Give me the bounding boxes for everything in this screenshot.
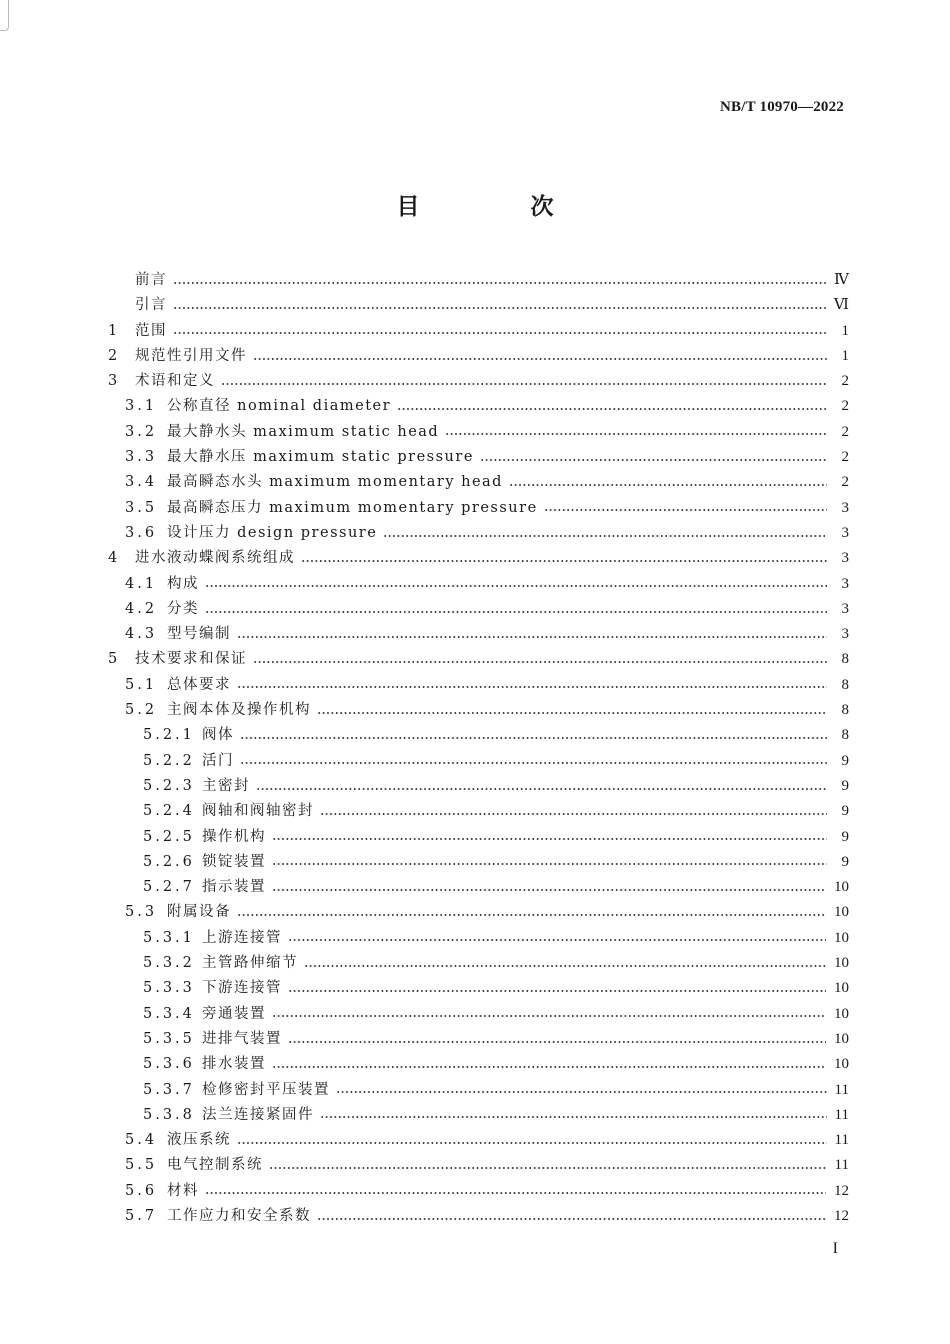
toc-entry[interactable] — [108, 926, 849, 951]
toc-entry-page: 3 — [841, 550, 849, 567]
toc-entry-page: 11 — [834, 1106, 849, 1123]
toc-entry-number: 5.3.3 — [143, 980, 195, 997]
toc-entry[interactable] — [108, 597, 849, 622]
toc-entry[interactable] — [108, 951, 849, 976]
toc-entry-number: 3.6 — [125, 524, 158, 541]
toc-entry-number: 3.2 — [125, 423, 158, 440]
toc-entry-label: 旁通装置 — [202, 1005, 266, 1022]
toc-entry-number: 5.4 — [125, 1132, 158, 1149]
toc-entry-label: 锁锭装置 — [202, 853, 266, 870]
toc-entry-page: 1 — [841, 322, 849, 339]
toc-entry[interactable] — [108, 470, 849, 495]
dot-leader — [288, 984, 826, 994]
dot-leader — [205, 605, 827, 615]
footer-page-number: I — [832, 1240, 838, 1257]
toc-entry-number: 5.3.4 — [143, 1005, 195, 1022]
dot-leader — [237, 1136, 827, 1146]
toc-entry-label: 构成 — [167, 575, 199, 592]
toc-entry-number: 5.2 — [125, 702, 158, 719]
toc-entry-label: 指示装置 — [202, 879, 266, 896]
dot-leader — [240, 756, 827, 766]
toc-entry[interactable] — [108, 1204, 849, 1229]
dot-leader — [173, 301, 826, 311]
dot-leader — [301, 554, 827, 564]
toc-entry-page: 10 — [834, 929, 849, 946]
toc-entry-number: 5.2.2 — [143, 752, 195, 769]
toc-entry-page: 3 — [841, 600, 849, 617]
toc-entry-label: 活门 — [202, 752, 234, 769]
toc-entry-label: 液压系统 — [167, 1132, 231, 1149]
toc-entry-label: 范围 — [135, 322, 167, 339]
toc-entry-label: 主管路伸缩节 — [202, 955, 298, 972]
toc-entry-number: 4.1 — [125, 575, 158, 592]
toc-entry-number: 5.2.1 — [143, 727, 195, 744]
toc-entry-number: 5.7 — [125, 1207, 158, 1224]
dot-leader — [509, 478, 827, 488]
toc-entry-number: 5.1 — [125, 676, 158, 693]
toc-entry-page: 2 — [841, 398, 849, 415]
dot-leader — [272, 857, 827, 867]
toc-entry-page: Ⅳ — [834, 272, 849, 288]
toc-entry-label: 下游连接管 — [202, 980, 282, 997]
dot-leader — [320, 1110, 827, 1120]
dot-leader — [288, 1035, 826, 1045]
dot-leader — [205, 1186, 826, 1196]
toc-entry-label: 阀体 — [202, 727, 234, 744]
toc-entry[interactable] — [108, 850, 849, 875]
toc-entry-number: 5.2.5 — [143, 828, 195, 845]
toc-entry-number: 5.5 — [125, 1157, 158, 1174]
toc-entry-number: 3.5 — [125, 499, 158, 516]
toc-entry[interactable] — [108, 1128, 849, 1153]
toc-entry-page: 8 — [841, 651, 849, 668]
toc-entry[interactable] — [108, 825, 849, 850]
toc-entry-page: 10 — [834, 879, 849, 896]
toc-entry[interactable] — [108, 319, 849, 344]
toc-entry[interactable] — [108, 799, 849, 824]
toc-entry-page: 3 — [841, 499, 849, 516]
toc-entry-page: 9 — [841, 777, 849, 794]
toc-entry-label: 上游连接管 — [202, 929, 282, 946]
dot-leader — [397, 402, 827, 412]
toc-entry-label: 阀轴和阀轴密封 — [202, 803, 314, 820]
dot-leader — [317, 706, 827, 716]
toc-entry-label: 型号编制 — [167, 626, 231, 643]
toc-entry-label: 检修密封平压装置 — [202, 1081, 330, 1098]
toc-entry-number: 1 — [108, 322, 121, 339]
page-corner-mark — [0, 0, 9, 31]
toc-entry-page: 11 — [834, 1132, 849, 1149]
toc-entry-label: 操作机构 — [202, 828, 266, 845]
toc-entry[interactable] — [108, 420, 849, 445]
toc-entry[interactable] — [108, 572, 849, 597]
toc-entry[interactable] — [108, 647, 849, 672]
toc-entry[interactable] — [108, 1027, 849, 1052]
toc-entry-page: 10 — [834, 1056, 849, 1073]
dot-leader — [205, 579, 827, 589]
toc-entry-label: 材料 — [167, 1182, 199, 1199]
toc-entry-label: 最高瞬态水头 maximum momentary head — [167, 474, 503, 491]
toc-entry-label: 最大静水头 maximum static head — [167, 423, 440, 440]
toc-entry-label: 最大静水压 maximum static pressure — [167, 449, 474, 466]
dot-leader — [253, 352, 827, 362]
toc-entry-page: 2 — [841, 449, 849, 466]
toc-entry[interactable] — [108, 496, 849, 521]
toc-entry-number: 5.2.3 — [143, 777, 195, 794]
toc-entry-label: 引言 — [135, 297, 167, 314]
toc-entry-page: 3 — [841, 524, 849, 541]
toc-entry-label: 规范性引用文件 — [135, 347, 247, 364]
toc-entry[interactable] — [108, 976, 849, 1001]
toc-entry-number: 5.2.6 — [143, 853, 195, 870]
toc-entry-number: 3.1 — [125, 398, 158, 415]
dot-leader — [272, 1009, 826, 1019]
dot-leader — [173, 276, 826, 286]
toc-entry[interactable] — [108, 394, 849, 419]
table-of-contents — [108, 268, 849, 1229]
toc-entry-number: 5.3.5 — [143, 1030, 195, 1047]
toc-entry[interactable] — [108, 344, 849, 369]
dot-leader — [237, 630, 827, 640]
toc-entry[interactable] — [108, 445, 849, 470]
dot-leader — [237, 680, 827, 690]
toc-entry[interactable] — [108, 1153, 849, 1178]
toc-entry-page: 3 — [841, 626, 849, 643]
dot-leader — [272, 1060, 826, 1070]
toc-entry-label: 法兰连接紧固件 — [202, 1106, 314, 1123]
toc-entry-number: 2 — [108, 347, 121, 364]
toc-entry-page: 10 — [834, 904, 849, 921]
toc-entry-page: 3 — [841, 575, 849, 592]
toc-entry-label: 分类 — [167, 600, 199, 617]
toc-entry[interactable] — [108, 293, 849, 318]
toc-entry-label: 术语和定义 — [135, 373, 215, 390]
dot-leader — [383, 529, 827, 539]
toc-entry-label: 工作应力和安全系数 — [167, 1207, 311, 1224]
toc-entry-label: 总体要求 — [167, 676, 231, 693]
toc-entry-label: 进排气装置 — [202, 1030, 282, 1047]
dot-leader — [336, 1085, 827, 1095]
toc-entry-label: 附属设备 — [167, 904, 231, 921]
toc-entry-number: 5.3 — [125, 904, 158, 921]
toc-entry[interactable] — [108, 1179, 849, 1204]
toc-entry-page: 10 — [834, 980, 849, 997]
toc-entry-page: 8 — [841, 676, 849, 693]
toc-entry-page: 8 — [841, 727, 849, 744]
toc-entry-label: 前言 — [135, 272, 167, 288]
toc-entry-number: 5 — [108, 651, 121, 668]
toc-entry[interactable] — [108, 521, 849, 546]
toc-entry[interactable] — [108, 900, 849, 925]
toc-entry[interactable] — [108, 369, 849, 394]
dot-leader — [240, 731, 827, 741]
dot-leader — [173, 326, 827, 336]
dot-leader — [480, 453, 827, 463]
toc-entry-number: 5.3.1 — [143, 929, 195, 946]
toc-entry-number: 4.2 — [125, 600, 158, 617]
toc-entry-page: Ⅵ — [833, 297, 849, 314]
toc-entry-number: 3.3 — [125, 449, 158, 466]
toc-entry-page: 11 — [834, 1081, 849, 1098]
toc-entry-label: 公称直径 nominal diameter — [167, 398, 392, 415]
toc-entry-page: 2 — [841, 373, 849, 390]
dot-leader — [317, 1212, 826, 1222]
toc-entry-number: 4.3 — [125, 626, 158, 643]
toc-entry-label: 排水装置 — [202, 1056, 266, 1073]
toc-entry-label: 进水液动蝶阀系统组成 — [135, 550, 295, 567]
dot-leader — [253, 655, 827, 665]
toc-entry-label: 主密封 — [202, 777, 250, 794]
dot-leader — [256, 782, 827, 792]
toc-entry[interactable] — [108, 622, 849, 647]
toc-entry-page: 12 — [834, 1182, 849, 1199]
dot-leader — [304, 959, 826, 969]
toc-entry-page: 11 — [834, 1157, 849, 1174]
toc-entry-number: 5.3.6 — [143, 1056, 195, 1073]
toc-entry-number: 4 — [108, 550, 121, 567]
toc-entry-label: 最高瞬态压力 maximum momentary pressure — [167, 499, 538, 516]
toc-entry-number: 3.4 — [125, 474, 158, 491]
toc-entry-number: 5.3.7 — [143, 1081, 195, 1098]
toc-entry-number: 3 — [108, 373, 121, 390]
dot-leader — [269, 1161, 827, 1171]
dot-leader — [237, 908, 826, 918]
toc-entry[interactable] — [108, 1103, 849, 1128]
page-title: 目 次 — [396, 194, 598, 220]
toc-entry-page: 9 — [841, 752, 849, 769]
toc-entry-page: 9 — [841, 828, 849, 845]
toc-entry[interactable] — [108, 1078, 849, 1103]
toc-entry-label: 主阀本体及操作机构 — [167, 702, 311, 719]
toc-entry-page: 2 — [841, 423, 849, 440]
dot-leader — [544, 503, 827, 513]
dot-leader — [320, 807, 827, 817]
toc-entry-number: 5.2.4 — [143, 803, 195, 820]
toc-entry[interactable] — [108, 774, 849, 799]
toc-entry-page: 8 — [841, 702, 849, 719]
dot-leader — [221, 377, 827, 387]
toc-entry[interactable] — [108, 749, 849, 774]
toc-entry-page: 9 — [841, 803, 849, 820]
toc-entry[interactable] — [108, 1002, 849, 1027]
toc-entry-page: 10 — [834, 1030, 849, 1047]
standard-code: NB/T 10970—2022 — [720, 99, 844, 115]
toc-entry-page: 10 — [834, 1005, 849, 1022]
toc-entry-page: 2 — [841, 474, 849, 491]
toc-entry[interactable] — [108, 698, 849, 723]
toc-entry-page: 1 — [841, 347, 849, 364]
toc-entry[interactable] — [108, 1052, 849, 1077]
toc-entry-number: 5.6 — [125, 1182, 158, 1199]
dot-leader — [288, 933, 826, 943]
toc-entry-page: 10 — [834, 955, 849, 972]
toc-entry[interactable] — [108, 723, 849, 748]
toc-entry-label: 电气控制系统 — [167, 1157, 263, 1174]
dot-leader — [272, 832, 827, 842]
toc-entry-number: 5.3.8 — [143, 1106, 195, 1123]
toc-entry[interactable] — [108, 875, 849, 900]
dot-leader — [445, 427, 827, 437]
dot-leader — [272, 883, 826, 893]
toc-entry-page: 9 — [841, 853, 849, 870]
toc-entry-label: 设计压力 design pressure — [167, 524, 378, 541]
toc-entry[interactable] — [108, 546, 849, 571]
toc-entry-page: 12 — [834, 1207, 849, 1224]
toc-entry-number: 5.2.7 — [143, 879, 195, 896]
toc-entry[interactable] — [108, 268, 849, 293]
toc-entry-number: 5.3.2 — [143, 955, 195, 972]
toc-entry-label: 技术要求和保证 — [135, 651, 247, 668]
toc-entry[interactable] — [108, 673, 849, 698]
